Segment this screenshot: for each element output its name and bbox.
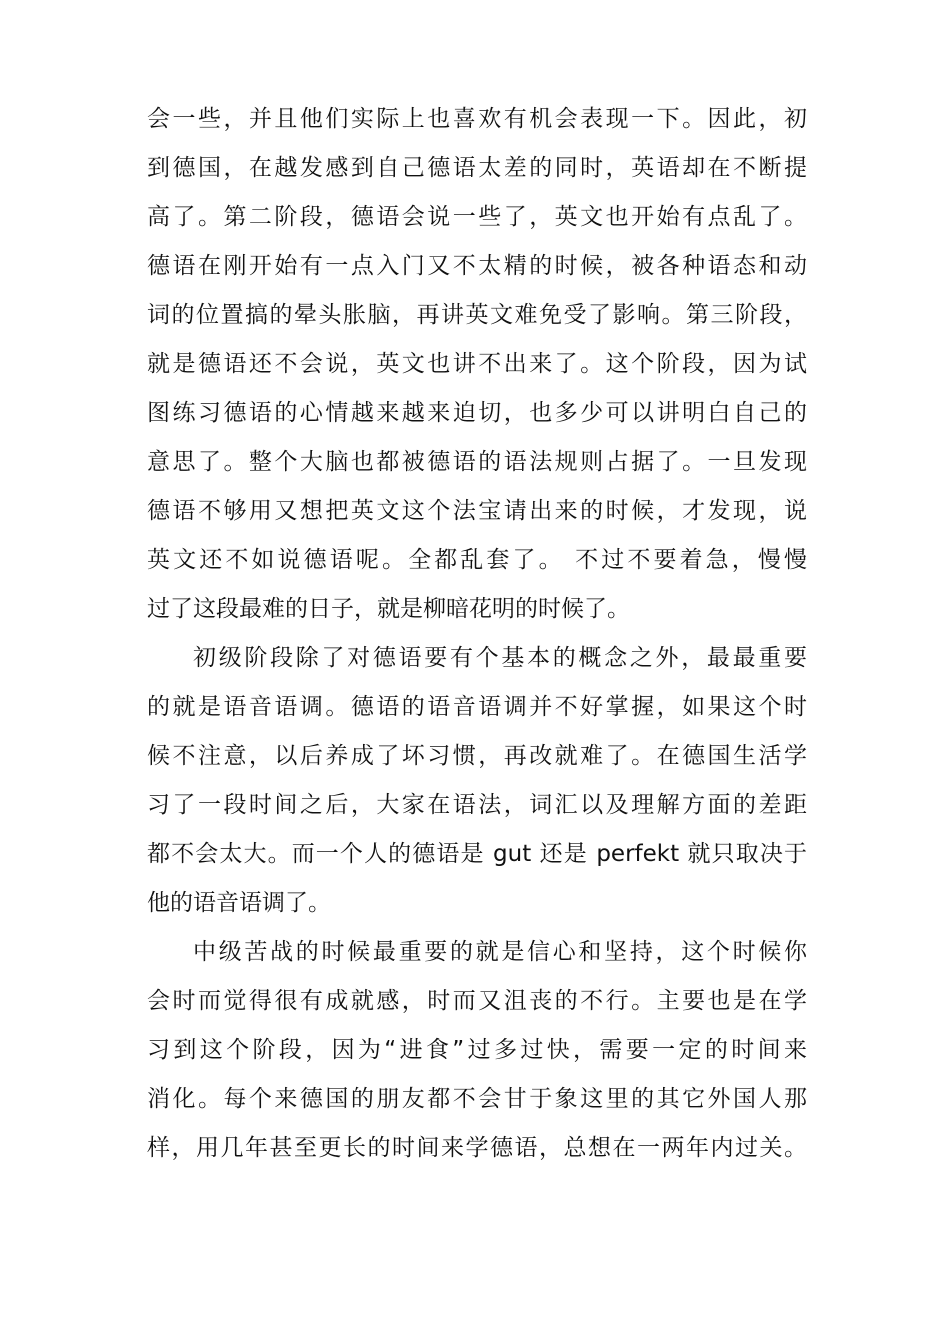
- text-line: 会一些，并且他们实际上也喜欢有机会表现一下。因此，初: [147, 106, 807, 132]
- text-line: 习了一段时间之后，大家在语法，词汇以及理解方面的差距: [147, 792, 807, 818]
- text-line: 的就是语音语调。德语的语音语调并不好掌握，如果这个时: [147, 694, 807, 720]
- text-line: 他的语音语调了。: [147, 890, 331, 916]
- text-line: 过了这段最难的日子，就是柳暗花明的时候了。: [147, 596, 630, 622]
- text-line: 都不会太大。而一个人的德语是 gut 还是 perfekt 就只取决于: [147, 841, 807, 867]
- paragraph-first-line: 中级苦战的时候最重要的就是信心和坚持，这个时候你: [193, 939, 807, 965]
- text-line: 英文还不如说德语呢。全都乱套了。 不过不要着急，慢慢: [147, 547, 807, 573]
- text-line: 意思了。整个大脑也都被德语的语法规则占据了。一旦发现: [147, 449, 807, 475]
- text-line: 会时而觉得很有成就感，时而又沮丧的不行。主要也是在学: [147, 988, 807, 1014]
- text-line: 就是德语还不会说，英文也讲不出来了。这个阶段，因为试: [147, 351, 807, 377]
- text-line: 到德国，在越发感到自己德语太差的同时，英语却在不断提: [147, 155, 807, 181]
- text-line: 高了。第二阶段，德语会说一些了，英文也开始有点乱了。: [147, 204, 807, 230]
- paragraph-first-line: 初级阶段除了对德语要有个基本的概念之外，最最重要: [193, 645, 807, 671]
- text-line: 德语不够用又想把英文这个法宝请出来的时候，才发现，说: [147, 498, 807, 524]
- text-line: 消化。每个来德国的朋友都不会甘于象这里的其它外国人那: [147, 1086, 807, 1112]
- text-line: 德语在刚开始有一点入门又不太精的时候，被各种语态和动: [147, 253, 807, 279]
- text-line: 图练习德语的心情越来越来迫切，也多少可以讲明白自己的: [147, 400, 807, 426]
- text-line: 样，用几年甚至更长的时间来学德语，总想在一两年内过关。: [147, 1135, 807, 1161]
- body-text: [147, 95, 807, 1173]
- text-line: 候不注意，以后养成了坏习惯，再改就难了。在德国生活学: [147, 743, 807, 769]
- text-line: 习到这个阶段，因为“进食”过多过快，需要一定的时间来: [147, 1037, 807, 1063]
- text-line: 词的位置搞的晕头胀脑，再讲英文难免受了影响。第三阶段，: [147, 302, 807, 328]
